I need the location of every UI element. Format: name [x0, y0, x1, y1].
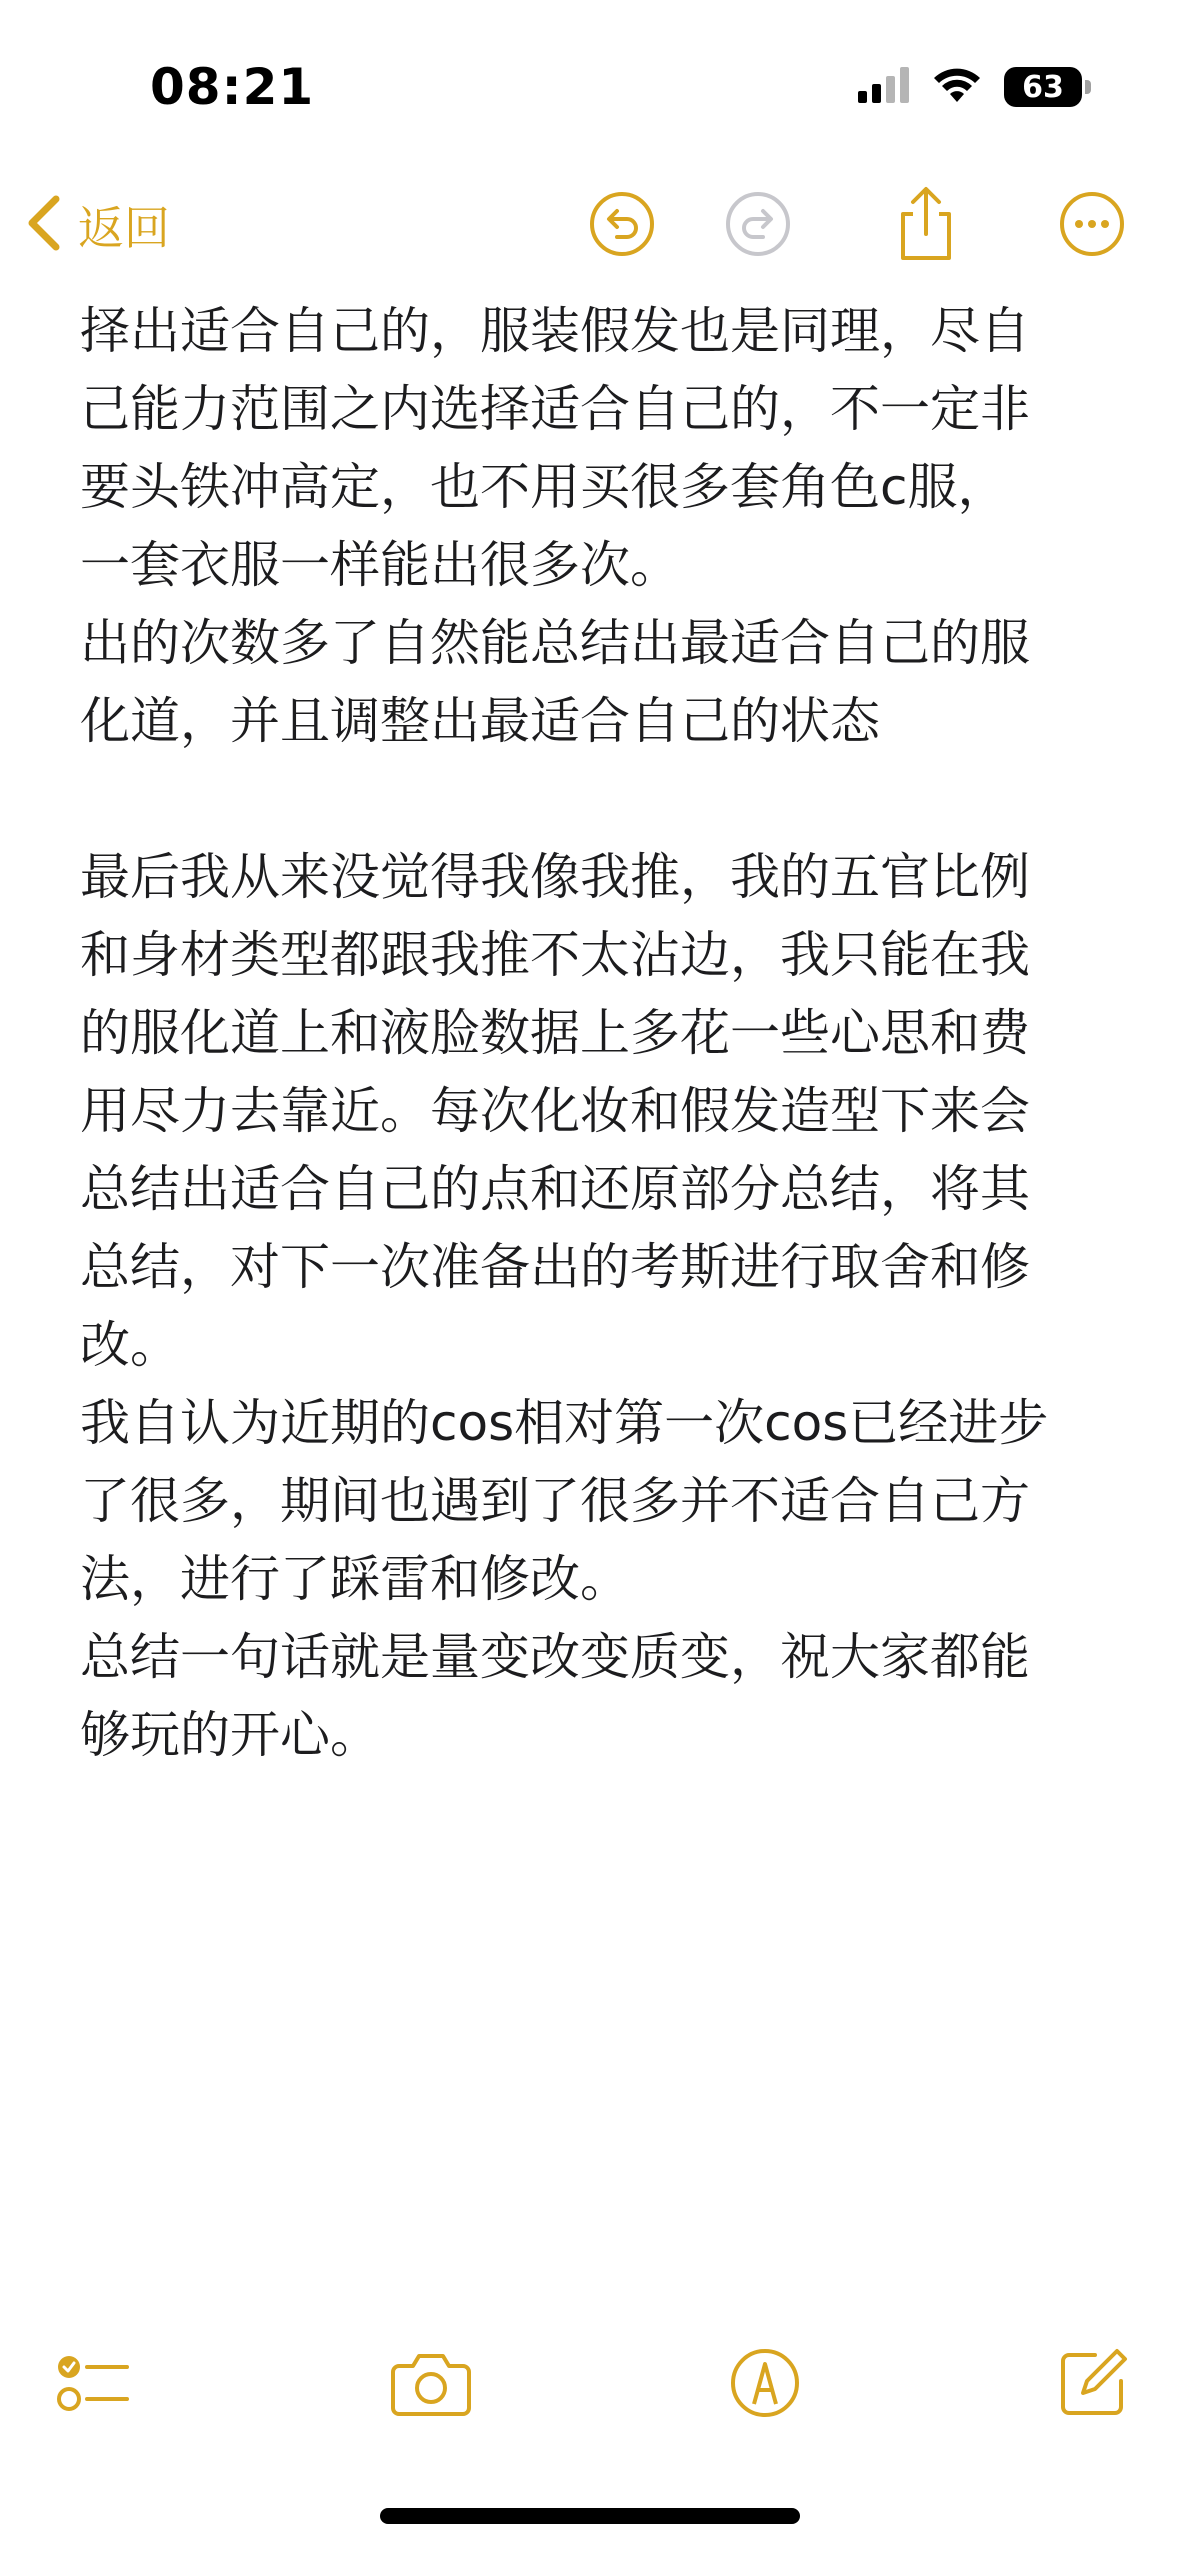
note-line: 择出适合自己的，服装假发也是同理，尽自: [80, 302, 1030, 360]
note-body[interactable]: [80, 292, 1120, 1774]
share-icon: [891, 184, 961, 268]
back-label: 返回: [78, 201, 170, 255]
share-button[interactable]: [888, 188, 964, 264]
note-line: 总结一句话就是量变改变质变，祝大家都能: [80, 1628, 1030, 1686]
status-icons: [858, 62, 1082, 112]
checklist-icon: [55, 2345, 131, 2425]
undo-icon: [587, 189, 657, 263]
note-line: 化道，并且调整出最适合自己的状态: [80, 692, 880, 750]
note-line: 我自认为近期的cos相对第一次cos已经进步: [80, 1394, 1049, 1452]
note-line: 了很多，期间也遇到了很多并不适合自己方: [80, 1472, 1030, 1530]
checklist-button[interactable]: [48, 2340, 138, 2430]
signal-icon: [858, 67, 910, 107]
note-line: 的服化道上和液脸数据上多花一些心思和费: [80, 1004, 1030, 1062]
note-blank-line: [80, 760, 1120, 838]
note-line: 总结，对下一次准备出的考斯进行取舍和修: [80, 1238, 1030, 1296]
more-button[interactable]: [1054, 188, 1130, 264]
compose-button[interactable]: [1048, 2340, 1138, 2430]
status-time: 08:21: [150, 58, 315, 116]
note-line: 出的次数多了自然能总结出最适合自己的服: [80, 614, 1030, 672]
note-line: 最后我从来没觉得我像我推，我的五官比例: [80, 848, 1030, 906]
redo-icon: [723, 189, 793, 263]
markup-icon: [728, 2346, 802, 2424]
note-line: 和身材类型都跟我推不太沾边，我只能在我: [80, 926, 1030, 984]
note-line: 改。: [80, 1316, 180, 1374]
bottom-toolbar: [0, 2340, 1180, 2440]
status-bar: [0, 0, 1180, 170]
back-button[interactable]: [24, 192, 170, 258]
more-icon: [1057, 189, 1127, 263]
note-line: 法，进行了踩雷和修改。: [80, 1550, 630, 1608]
camera-button[interactable]: [386, 2340, 476, 2430]
note-line: 够玩的开心。: [80, 1706, 380, 1764]
note-line: 己能力范围之内选择适合自己的，不一定非: [80, 380, 1030, 438]
chevron-left-icon: [24, 193, 64, 257]
battery-icon: [1004, 67, 1082, 107]
nav-bar: [0, 180, 1180, 280]
note-line: 用尽力去靠近。每次化妆和假发造型下来会: [80, 1082, 1030, 1140]
note-line: 一套衣服一样能出很多次。: [80, 536, 680, 594]
compose-icon: [1057, 2347, 1129, 2423]
note-line: 要头铁冲高定，也不用买很多套角色c服，: [80, 458, 1008, 516]
home-indicator[interactable]: [380, 2508, 800, 2524]
redo-button[interactable]: [720, 188, 796, 264]
note-line: 总结出适合自己的点和还原部分总结，将其: [80, 1160, 1030, 1218]
wifi-icon: [932, 66, 982, 108]
undo-button[interactable]: [584, 188, 660, 264]
battery-level: 63: [1022, 69, 1064, 105]
camera-icon: [389, 2348, 473, 2422]
markup-button[interactable]: [720, 2340, 810, 2430]
